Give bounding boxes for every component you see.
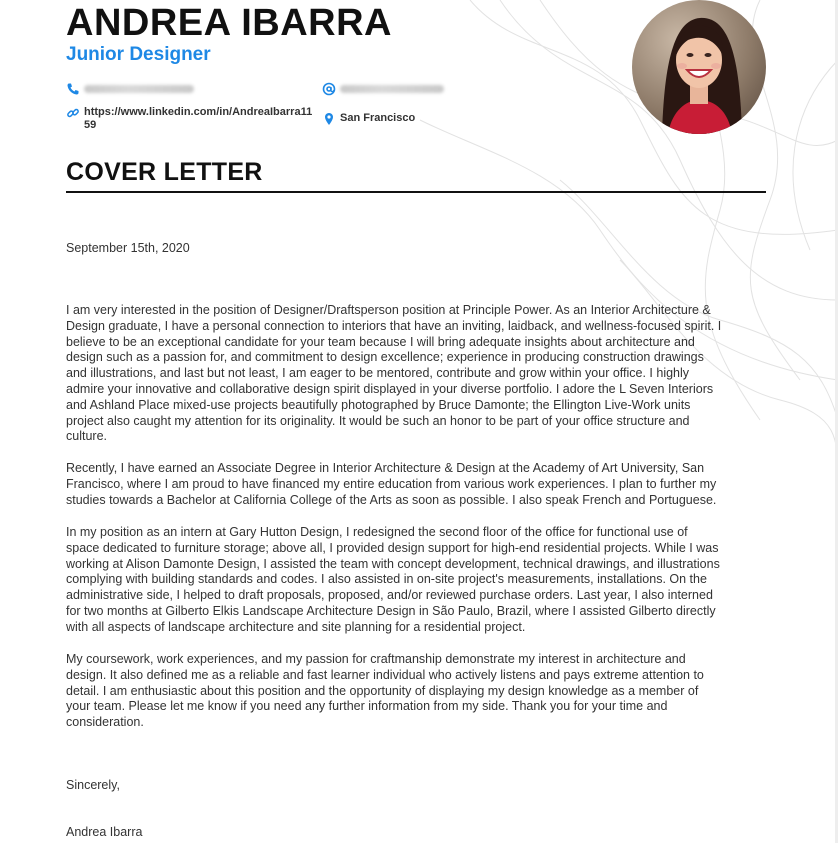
phone-number-redacted bbox=[84, 85, 194, 93]
job-title: Junior Designer bbox=[66, 44, 211, 65]
letter-paragraph: My coursework, work experiences, and my passion for craftmanship demonstrate my interest in architecture and design. It also defined me as a reliable and fast learner individual who actively listens and pays extreme attention to detail. I am enthusiastic about this position and the opportunity of displaying my design knowledge as a member of your team. Please let me know if you need any further information from my side. Thank you for your time and consideration. bbox=[66, 652, 704, 730]
section-title: COVER LETTER bbox=[66, 158, 263, 186]
contact-phone bbox=[66, 82, 194, 96]
section-divider bbox=[66, 191, 766, 193]
contact-email bbox=[322, 82, 444, 96]
location-pin-icon bbox=[322, 112, 336, 126]
location-text: San Francisco bbox=[340, 112, 416, 124]
link-icon bbox=[66, 106, 80, 120]
letter-paragraph: Recently, I have earned an Associate Degree in Interior Architecture & Design at the Academy of Art University, San Francisco, where I am proud to have financed my entire education from various work experiences. I plan to further my studies towards a Bachelor at California College of the Arts as soon as possible. I also speak French and Portuguese. bbox=[66, 461, 717, 507]
letter-signature: Andrea Ibarra bbox=[66, 825, 143, 839]
email-icon bbox=[322, 82, 336, 96]
contact-location bbox=[322, 112, 415, 126]
linkedin-url[interactable]: https://www.linkedin.com/in/AndreaIbarra1159 bbox=[84, 106, 313, 131]
letter-paragraph: I am very interested in the position of Designer/Draftsperson position at Principle Power. As an Interior Architecture & Design graduate, I have a personal connection to interiors that have an inviting, laidback, and wellness-focused spirit. I believe to be an exceptional candidate for your team because I will bring adequate insights about architecture and design such as a passion for, and commitment to design excellence; experience in producing construction drawings and illustrations, and last but not least, I am eager to be mentored, contribute and grow within your office. I highly admire your innovative and collaborative design spirit displayed in your diverse portfolio. I adore the L Seven Interiors and Ashland Place mixed-use projects beautifully photographed by Bruce Damonte; the Ellington Live-Work units project also caught my attention for its originality. It would be such an honor to be part of your office structure and culture. bbox=[66, 303, 722, 444]
profile-photo bbox=[632, 0, 766, 134]
email-address-redacted bbox=[340, 85, 444, 93]
letter-paragraph: In my position as an intern at Gary Hutton Design, I redesigned the second floor of the office for functional use of space dedicated to furniture storage; above all, I provided design support for high-end residential projects. While I was working at Alison Damonte Design, I assisted the team with concept development, technical drawings, and illustrations complying with building standards and codes. I also assisted in on-site project's measurements, installations. On the administrative side, I helped to draft proposals, proposed, and/or reviewed purchase orders. Last year, I also interned for two months at Gilberto Elkis Landscape Architecture Design in São Paulo, Brazil, where I assisted Gilberto directly with all aspects of landscape architecture and site planning for a residential project. bbox=[66, 525, 720, 634]
contact-linkedin[interactable] bbox=[66, 106, 316, 132]
candidate-name: ANDREA IBARRA bbox=[66, 2, 392, 44]
letter-date: September 15th, 2020 bbox=[66, 241, 190, 255]
phone-icon bbox=[66, 82, 80, 96]
letter-closing: Sincerely, bbox=[66, 778, 120, 792]
